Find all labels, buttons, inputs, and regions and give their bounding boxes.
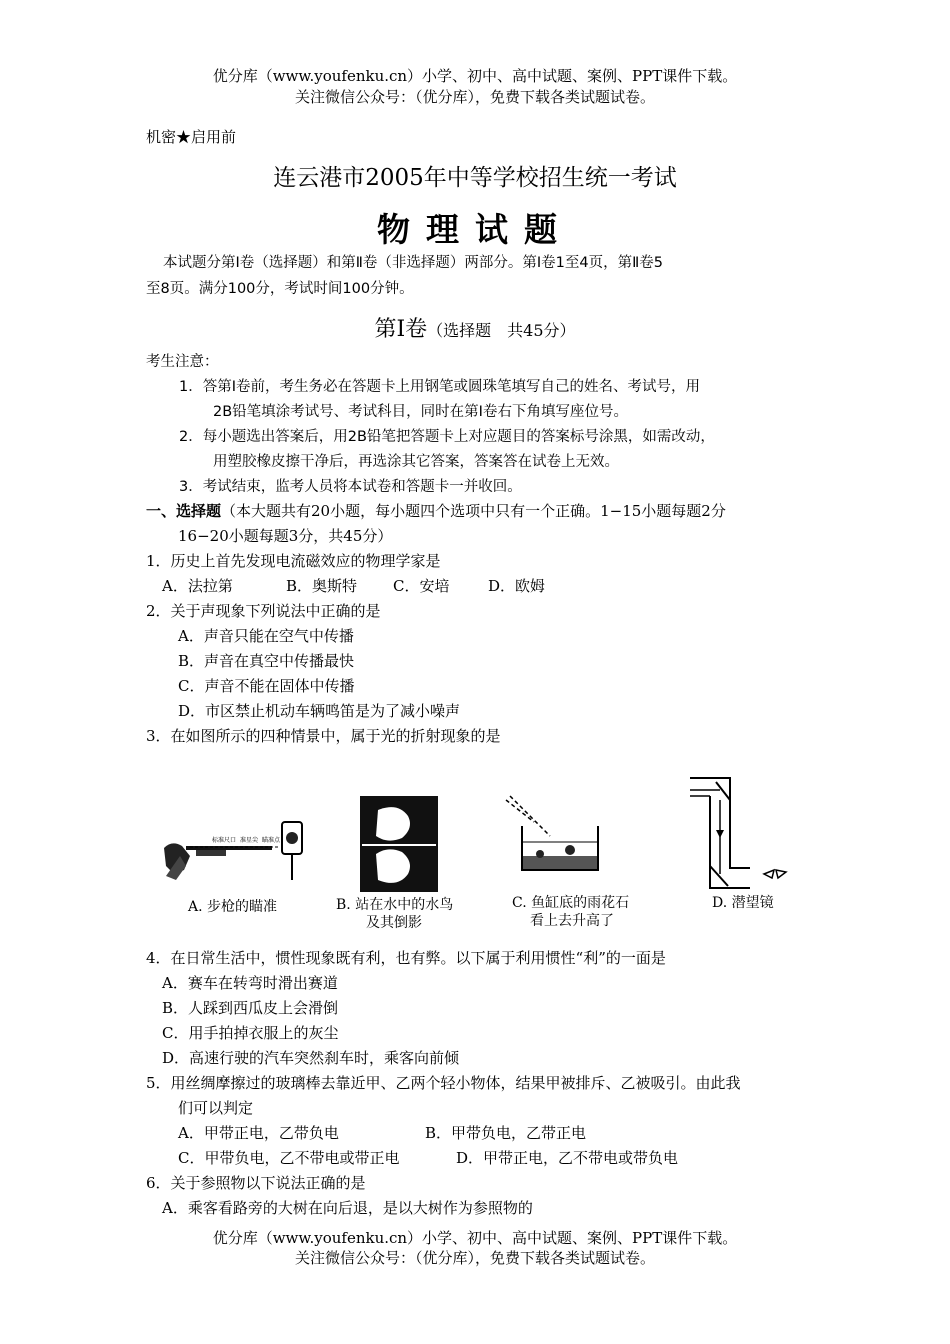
q6-stem: 6．关于参照物以下说法正确的是 [146, 1174, 366, 1192]
fig-a-caption: A. 步枪的瞄准 [188, 899, 278, 915]
q2-option-b: B．声音在真空中传播最快 [178, 652, 355, 670]
part1-desc-line-2: 16−20小题每题3分，共45分） [178, 527, 393, 545]
fig-b-caption-1: B. 站在水中的水鸟 [336, 897, 454, 913]
exam-title: 连云港市2005年中等学校招生统一考试 [273, 165, 677, 191]
notice-item-1-line-2: 2B铅笔填涂考试号、考试科目，同时在第Ⅰ卷右下角填写座位号。 [213, 404, 628, 420]
q2-option-a: A．声音只能在空气中传播 [178, 627, 354, 645]
notice-heading: 考生注意： [146, 354, 219, 370]
q1-stem: 1．历史上首先发现电流磁效应的物理学家是 [146, 552, 441, 570]
q5-option-d: D．甲带正电，乙不带电或带负电 [456, 1149, 679, 1167]
secret-mark: 机密★启用前 [146, 128, 237, 146]
q3-stem: 3．在如图所示的四种情景中，属于光的折射现象的是 [146, 727, 501, 745]
q3-figure [150, 770, 790, 940]
notice-item-2-line-2: 用塑胶橡皮擦干净后，再选涂其它答案，答案答在试卷上无效。 [213, 454, 619, 470]
q6-option-a: A．乘客看路旁的大树在向后退，是以大树作为参照物的 [162, 1199, 533, 1217]
figure-c-fishtank [506, 796, 629, 929]
q4-option-b: B．人踩到西瓜皮上会滑倒 [162, 999, 339, 1017]
q1-option-c: C．安培 [393, 577, 450, 595]
q5-stem-line-1: 5．用丝绸摩擦过的玻璃棒去靠近甲、乙两个轻小物体，结果甲被排斥、乙被吸引。由此我 [146, 1074, 741, 1092]
fig-a-label-1: 标准尺口 [212, 837, 237, 844]
q4-option-a: A．赛车在转弯时滑出赛道 [162, 974, 338, 992]
q2-option-d: D．市区禁止机动车辆鸣笛是为了减小噪声 [178, 702, 461, 720]
q1-option-b: B．奥斯特 [286, 577, 358, 595]
part1-desc: （本大题共有20小题，每小题四个选项中只有一个正确。1−15小题每题2分 [221, 502, 726, 520]
footer-line-2: 关注微信公众号：（优分库），免费下载各类试题试卷。 [294, 1249, 655, 1267]
q2-stem: 2．关于声现象下列说法中正确的是 [146, 602, 381, 620]
section-sub: （选择题 共45分） [427, 321, 576, 340]
q1-option-a: A．法拉第 [162, 577, 233, 595]
q2-option-c: C．声音不能在固体中传播 [178, 677, 355, 695]
section-heading [0, 312, 950, 343]
q5-option-c: C．甲带负电，乙不带电或带正电 [178, 1149, 400, 1167]
section-main: 第Ⅰ卷 [374, 317, 428, 342]
q4-option-c: C．用手拍掉衣服上的灰尘 [162, 1024, 339, 1042]
fig-b-caption-2: 及其倒影 [366, 915, 422, 931]
fig-c-caption-2: 看上去升高了 [530, 913, 614, 929]
q1-option-d: D．欧姆 [488, 577, 546, 595]
fig-a-label-2: 准星尖 [240, 837, 259, 844]
subject-title: 物理试题 [377, 210, 573, 249]
notice-item-2-line-1: 2．每小题选出答案后，用2B铅笔把答题卡上对应题目的答案标号涂黑，如需改动， [179, 429, 715, 445]
fig-c-caption-1: C. 鱼缸底的雨花石 [512, 895, 630, 911]
q4-option-d: D．高速行驶的汽车突然刹车时，乘客向前倾 [162, 1049, 460, 1067]
figure-a-rifle [164, 822, 302, 915]
header-line-1: 优分库（www.youfenku.cn）小学、初中、高中试题、案例、PPT课件下载。 [212, 67, 738, 85]
part1-label: 一、选择题 [146, 502, 222, 520]
q4-stem: 4．在日常生活中，惯性现象既有利，也有弊。以下属于利用惯性“利”的一面是 [146, 949, 666, 967]
part1-heading [146, 500, 726, 522]
intro-line-1: 本试题分第Ⅰ卷（选择题）和第Ⅱ卷（非选择题）两部分。第Ⅰ卷1至4页，第Ⅱ卷5 [163, 255, 663, 271]
fig-d-caption: D. 潜望镜 [712, 895, 774, 911]
q5-option-a: A．甲带正电，乙带负电 [178, 1124, 339, 1142]
header-line-2: 关注微信公众号：（优分库），免费下载各类试题试卷。 [294, 88, 655, 106]
figure-d-periscope [690, 778, 786, 911]
figure-b-bird [336, 796, 453, 931]
q5-option-b: B．甲带负电，乙带正电 [425, 1124, 587, 1142]
footer-line-1: 优分库（www.youfenku.cn）小学、初中、高中试题、案例、PPT课件下载。 [212, 1229, 738, 1247]
intro-line-2: 至8页。满分100分，考试时间100分钟。 [146, 281, 414, 297]
notice-item-1-line-1: 1．答第Ⅰ卷前，考生务必在答题卡上用钢笔或圆珠笔填写自己的姓名、考试号，用 [179, 379, 700, 395]
fig-a-label-3: 瞄准点 [262, 837, 281, 844]
q5-stem-line-2: 们可以判定 [178, 1099, 254, 1117]
notice-item-3: 3．考试结束，监考人员将本试卷和答题卡一并收回。 [179, 479, 522, 495]
